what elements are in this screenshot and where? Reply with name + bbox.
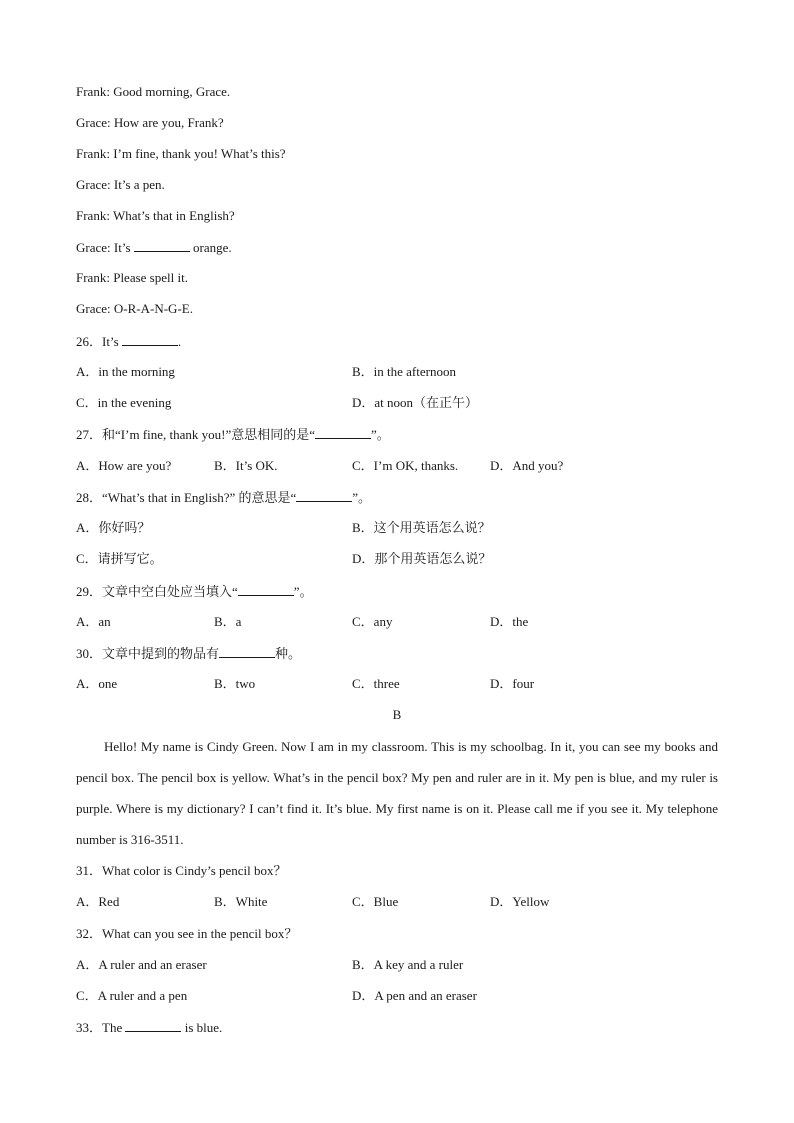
option-letter: A． — [76, 676, 99, 691]
line-text: Good morning, Grace. — [113, 84, 231, 99]
option-text: in the morning — [98, 364, 175, 379]
answer-blank[interactable] — [238, 583, 294, 596]
option-letter: D． — [352, 395, 375, 410]
option-letter: C． — [352, 894, 374, 909]
question-29 — [76, 583, 313, 600]
option-letter: D． — [490, 894, 513, 909]
option-text: Red — [98, 894, 120, 909]
answer-blank[interactable] — [125, 1019, 181, 1032]
option-letter: D． — [352, 988, 375, 1003]
option-b[interactable] — [352, 520, 491, 536]
option-letter: D． — [490, 458, 513, 473]
question-text: 和“I’m fine, thank you!”意思相同的是“ — [102, 427, 316, 442]
speaker: Frank — [76, 146, 107, 161]
option-letter: B． — [352, 364, 374, 379]
option-d[interactable] — [490, 676, 534, 692]
option-text: 这个用英语怎么说？ — [373, 520, 491, 535]
speaker: Grace — [76, 301, 108, 316]
option-letter: D． — [490, 614, 513, 629]
speaker: Frank — [76, 208, 107, 223]
option-d[interactable] — [490, 894, 549, 910]
option-text: a — [235, 614, 242, 629]
dialogue-line: Grace: It’s orange. — [76, 240, 232, 255]
line-text: Please spell it. — [113, 270, 188, 285]
speaker: Frank — [76, 270, 107, 285]
option-a[interactable] — [76, 458, 171, 474]
option-b[interactable] — [214, 676, 255, 692]
option-letter: A． — [76, 894, 99, 909]
dialogue-line: Frank: What’s that in English? — [76, 208, 235, 223]
option-text: How are you? — [98, 458, 172, 473]
option-text: any — [373, 614, 393, 629]
question-number: 26． — [76, 334, 103, 349]
option-letter: B． — [214, 614, 236, 629]
option-letter: B． — [214, 894, 236, 909]
line-text: What’s that in English? — [112, 208, 235, 223]
option-text: It’s OK. — [235, 458, 278, 473]
option-letter: A． — [76, 458, 99, 473]
option-a[interactable] — [76, 364, 175, 380]
question-text: 文章中空白处应当填入“ — [102, 584, 238, 599]
dialogue-line: Grace: O-R-A-N-G-E. — [76, 301, 193, 316]
option-text: 你好吗？ — [98, 520, 151, 535]
option-letter: C． — [352, 458, 374, 473]
dialogue-line: Frank: Please spell it. — [76, 270, 188, 285]
option-letter: A． — [76, 614, 99, 629]
option-letter: D． — [490, 676, 513, 691]
option-b[interactable] — [214, 614, 241, 630]
option-text: A ruler and a pen — [97, 988, 188, 1003]
question-26 — [76, 333, 181, 350]
option-text: two — [235, 676, 256, 691]
question-number: 31． — [76, 863, 103, 878]
option-d[interactable] — [490, 458, 563, 474]
answer-blank[interactable] — [315, 426, 371, 439]
question-text: “What’s that in English?” 的意思是“ — [102, 490, 297, 505]
question-number: 29． — [76, 584, 103, 599]
option-c[interactable] — [352, 676, 400, 692]
option-letter: A． — [76, 364, 99, 379]
question-text: The — [102, 1020, 123, 1035]
option-letter: A． — [76, 520, 99, 535]
option-a[interactable] — [76, 520, 150, 536]
answer-blank[interactable] — [219, 645, 275, 658]
option-a[interactable] — [76, 676, 117, 692]
question-text: It’s — [102, 334, 119, 349]
option-text: four — [512, 676, 535, 691]
question-33 — [76, 1019, 222, 1036]
option-text: A key and a ruler — [373, 957, 464, 972]
question-number: 27． — [76, 427, 103, 442]
question-text: is blue. — [184, 1020, 223, 1035]
reading-passage: Hello! My name is Cindy Green. Now I am in my classroom. This is my schoolbag. In it, you can see my books and pencil box. The pencil box is yellow. What’s in the pencil box? My pen and ruler are in it. My pen is blue, and my ruler is purple. Where is my dictionary? I can’t find it. It’s blue. My first name is on it. Please call me if you see it. My telephone number is 316-3511. — [76, 739, 718, 847]
dialogue-line: Grace: It’s a pen. — [76, 177, 165, 192]
option-text: 那个用英语怎么说？ — [374, 551, 492, 566]
question-text: 种。 — [275, 646, 302, 661]
dialogue-line: Frank: I’m fine, thank you! What’s this? — [76, 146, 286, 161]
question-27 — [76, 426, 390, 443]
dialogue-line: Grace: How are you, Frank? — [76, 115, 224, 130]
question-text: . — [177, 334, 182, 349]
option-letter: C． — [352, 676, 374, 691]
option-text: A ruler and an eraser — [98, 957, 207, 972]
question-number: 32． — [76, 926, 103, 941]
option-text: I’m OK, thanks. — [373, 458, 459, 473]
option-letter: C． — [76, 988, 98, 1003]
option-text: the — [512, 614, 529, 629]
question-text: ”。 — [352, 490, 372, 505]
question-text: ”。 — [371, 427, 390, 442]
section-heading: B — [392, 707, 402, 722]
option-b[interactable] — [214, 894, 267, 910]
option-text: And you? — [512, 458, 564, 473]
line-text: I’m fine, thank you! What’s this? — [113, 146, 286, 161]
option-c[interactable] — [76, 551, 163, 567]
answer-blank[interactable] — [296, 489, 352, 502]
question-number: 30． — [76, 646, 103, 661]
option-a[interactable] — [76, 957, 207, 973]
option-b[interactable] — [352, 957, 463, 973]
option-text: A pen and an eraser — [374, 988, 477, 1003]
option-c[interactable] — [352, 894, 398, 910]
option-letter: C． — [76, 551, 98, 566]
question-text: 文章中提到的物品有 — [102, 646, 220, 661]
option-text: in the evening — [97, 395, 172, 410]
option-letter: B． — [352, 957, 374, 972]
dialogue-line: Frank: Good morning, Grace. — [76, 84, 231, 99]
option-b[interactable] — [352, 364, 456, 380]
option-text: White — [235, 894, 268, 909]
answer-blank[interactable] — [122, 333, 178, 346]
question-30 — [76, 645, 301, 662]
option-c[interactable] — [352, 614, 392, 630]
speaker: Grace — [76, 240, 108, 255]
option-text: Yellow — [512, 894, 550, 909]
option-a[interactable] — [76, 894, 119, 910]
question-31 — [76, 863, 287, 879]
option-text: one — [98, 676, 118, 691]
speaker: Grace — [76, 177, 108, 192]
question-number: 28． — [76, 490, 103, 505]
question-text: ”。 — [293, 584, 313, 599]
option-letter: B． — [214, 676, 236, 691]
question-text: What can you see in the pencil box？ — [102, 926, 298, 941]
option-text: three — [373, 676, 400, 691]
line-text: O-R-A-N-G-E. — [113, 301, 193, 316]
question-28 — [76, 489, 371, 506]
option-text: Blue — [373, 894, 399, 909]
option-text: at noon（在正午） — [374, 395, 479, 410]
line-text: orange. — [193, 240, 232, 255]
option-letter: B． — [352, 520, 374, 535]
question-text: What color is Cindy’s pencil box？ — [102, 863, 287, 878]
option-letter: B． — [214, 458, 236, 473]
option-letter: A． — [76, 957, 99, 972]
answer-blank[interactable] — [134, 239, 190, 252]
question-number: 33． — [76, 1020, 103, 1035]
option-letter: C． — [76, 395, 98, 410]
option-d[interactable] — [352, 988, 477, 1004]
option-b[interactable] — [214, 458, 278, 474]
option-a[interactable] — [76, 614, 111, 630]
option-d[interactable] — [352, 395, 478, 411]
option-c[interactable] — [352, 458, 458, 474]
speaker: Frank — [76, 84, 107, 99]
option-text: an — [98, 614, 111, 629]
option-d[interactable] — [490, 614, 528, 630]
speaker: Grace — [76, 115, 108, 130]
option-letter: D． — [352, 551, 375, 566]
line-text: How are you, Frank? — [113, 115, 224, 130]
option-text: in the afternoon — [373, 364, 456, 379]
option-letter: C． — [352, 614, 374, 629]
line-text: It’s a pen. — [113, 177, 165, 192]
option-c[interactable] — [76, 395, 171, 411]
option-c[interactable] — [76, 988, 187, 1004]
option-d[interactable] — [352, 551, 491, 567]
line-text: It’s — [113, 240, 131, 255]
question-32 — [76, 926, 297, 942]
option-text: 请拼写它。 — [97, 551, 163, 566]
